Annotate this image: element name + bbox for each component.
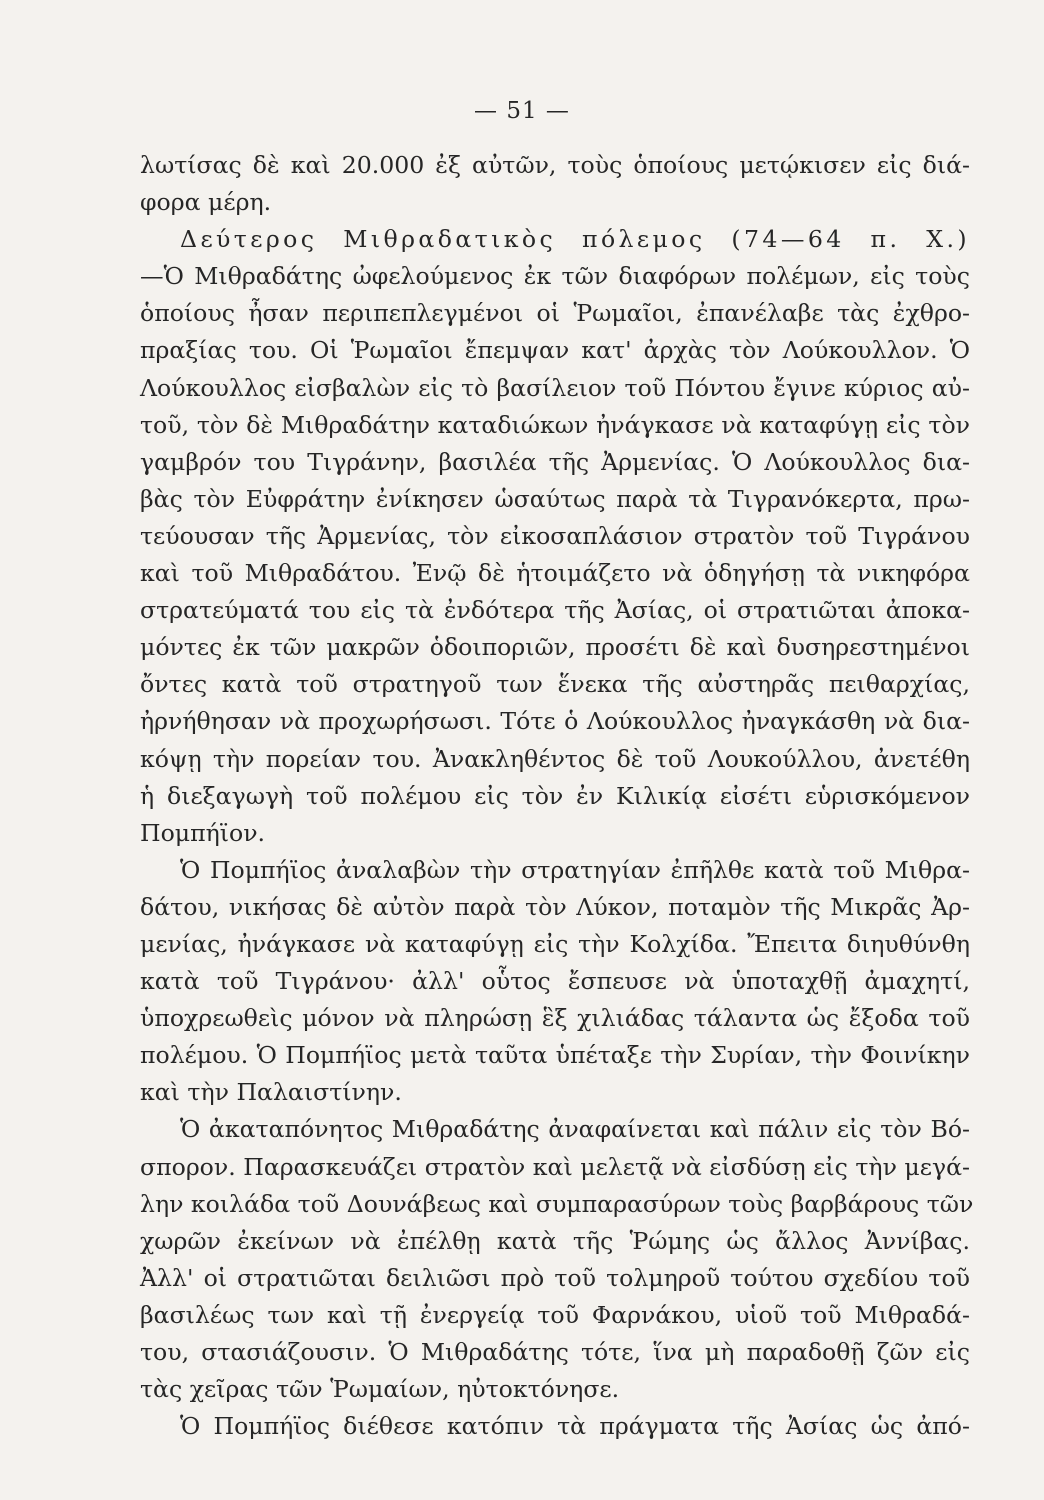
text-line: —Ὁ Μιθραδάτης ὠφελούμενος ἐκ τῶν διαφόρων πολέμων, εἰς τοὺς	[140, 262, 970, 291]
text-line: Ὁ Πομπήϊος διέθεσε κατόπιν τὰ πράγματα τῆς Ἀσίας ὡς ἀπό-	[180, 1412, 970, 1441]
text-line: καὶ τοῦ Μιθραδάτου. Ἐνῷ δὲ ἡτοιμάζετο νὰ ὁδηγήσῃ τὰ νικηφόρα	[140, 559, 970, 588]
text-line: ὑποχρεωθεὶς μόνον νὰ πληρώσῃ ἓξ χιλιάδας τάλαντα ὡς ἔξοδα τοῦ	[140, 1004, 970, 1033]
text-line: τοῦ, τὸν δὲ Μιθραδάτην καταδιώκων ἠνάγκασε νὰ καταφύγῃ εἰς τὸν	[140, 410, 970, 439]
text-line: στρατεύματά του εἰς τὰ ἐνδότερα τῆς Ἀσίας, οἱ στρατιῶται ἀποκα-	[140, 596, 970, 625]
text-line: Πομπήϊον.	[140, 818, 266, 847]
text-line: βασιλέως των καὶ τῇ ἐνεργείᾳ τοῦ Φαρνάκου, υἱοῦ τοῦ Μιθραδά-	[140, 1300, 970, 1329]
text-line: κατὰ τοῦ Τιγράνου· ἀλλ' οὗτος ἔσπευσε νὰ ὑποταχθῇ ἀμαχητί,	[140, 967, 970, 996]
text-line: ὄντες κατὰ τοῦ στρατηγοῦ των ἕνεκα τῆς αὐστηρᾶς πειθαρχίας,	[140, 670, 970, 699]
text-line: ἠρνήθησαν νὰ προχωρήσωσι. Τότε ὁ Λούκουλλος ἠναγκάσθη νὰ δια-	[140, 707, 970, 736]
text-line: Λούκουλλος εἰσβαλὼν εἰς τὸ βασίλειον τοῦ Πόντου ἔγινε κύριος αὐ-	[140, 373, 970, 402]
text-line: πολέμου. Ὁ Πομπήϊος μετὰ ταῦτα ὑπέταξε τὴν Συρίαν, τὴν Φοινίκην	[140, 1041, 970, 1070]
text-line: μενίας, ἠνάγκασε νὰ καταφύγῃ εἰς τὴν Κολχίδα. Ἔπειτα διηυθύνθη	[140, 929, 970, 958]
text-line: του, στασιάζουσιν. Ὁ Μιθραδάτης τότε, ἵνα μὴ παραδοθῇ ζῶν εἰς	[140, 1338, 970, 1366]
text-line: χωρῶν ἐκείνων νὰ ἐπέλθῃ κατὰ τῆς Ῥώμης ὡς ἄλλος Ἀννίβας.	[140, 1226, 970, 1255]
section-heading-line: Δεύτερος Μιθραδατικὸς πόλεμος (74—64 π. Χ.)	[180, 225, 970, 254]
text-line: μόντες ἐκ τῶν μακρῶν ὁδοιποριῶν, προσέτι δὲ καὶ δυσηρεστημένοι	[140, 633, 970, 662]
text-line: δάτου, νικήσας δὲ αὐτὸν παρὰ τὸν Λύκον, ποταμὸν τῆς Μικρᾶς Ἀρ-	[140, 892, 970, 921]
text-line: γαμβρόν του Τιγράνην, βασιλέα τῆς Ἀρμενίας. Ὁ Λούκουλλος δια-	[140, 447, 970, 476]
text-line: καὶ τὴν Παλαιστίνην.	[140, 1078, 402, 1107]
body-text	[140, 147, 974, 1445]
text-line: τὰς χεῖρας τῶν Ῥωμαίων, ηὐτοκτόνησε.	[140, 1375, 620, 1404]
text-line: ἡ διεξαγωγὴ τοῦ πολέμου εἰς τὸν ἐν Κιλικίᾳ εἰσέτι εὑρισκόμενον	[140, 781, 970, 810]
text-line: λην κοιλάδα τοῦ Δουνάβεως καὶ συμπαρασύρων τοὺς βαρβάρους τῶν	[140, 1189, 974, 1218]
text-line: κόψῃ τὴν πορείαν του. Ἀνακληθέντος δὲ τοῦ Λουκούλλου, ἀνετέθη	[140, 744, 970, 773]
text-line: φορα μέρη.	[140, 188, 272, 217]
text-line: Ὁ Πομπήϊος ἀναλαβὼν τὴν στρατηγίαν ἐπῆλθε κατὰ τοῦ Μιθρα-	[180, 855, 970, 884]
text-line: ὁποίους ἦσαν περιπεπλεγμένοι οἱ Ῥωμαῖοι, ἐπανέλαβε τὰς ἐχθρο-	[140, 299, 970, 328]
text-line: Ἀλλ' οἱ στρατιῶται δειλιῶσι πρὸ τοῦ τολμηροῦ τούτου σχεδίου τοῦ	[140, 1263, 970, 1292]
text-line: πραξίας του. Οἱ Ῥωμαῖοι ἔπεμψαν κατ' ἀρχὰς τὸν Λούκουλλον. Ὁ	[140, 336, 970, 365]
text-line: τεύουσαν τῆς Ἀρμενίας, τὸν εἰκοσαπλάσιον στρατὸν τοῦ Τιγράνου	[140, 521, 970, 550]
text-line: Ὁ ἀκαταπόνητος Μιθραδάτης ἀναφαίνεται καὶ πάλιν εἰς τὸν Βό-	[180, 1115, 970, 1144]
text-line: βὰς τὸν Εὐφράτην ἐνίκησεν ὡσαύτως παρὰ τὰ Τιγρανόκερτα, πρω-	[140, 484, 970, 513]
text-line: λωτίσας δὲ καὶ 20.000 ἐξ αὐτῶν, τοὺς ὁποίους μετῴκισεν εἰς διά-	[140, 151, 970, 179]
text-line: σπορον. Παρασκευάζει στρατὸν καὶ μελετᾷ νὰ εἰσδύσῃ εἰς τὴν μεγά-	[140, 1152, 970, 1181]
page-number: — 51 —	[474, 98, 570, 124]
